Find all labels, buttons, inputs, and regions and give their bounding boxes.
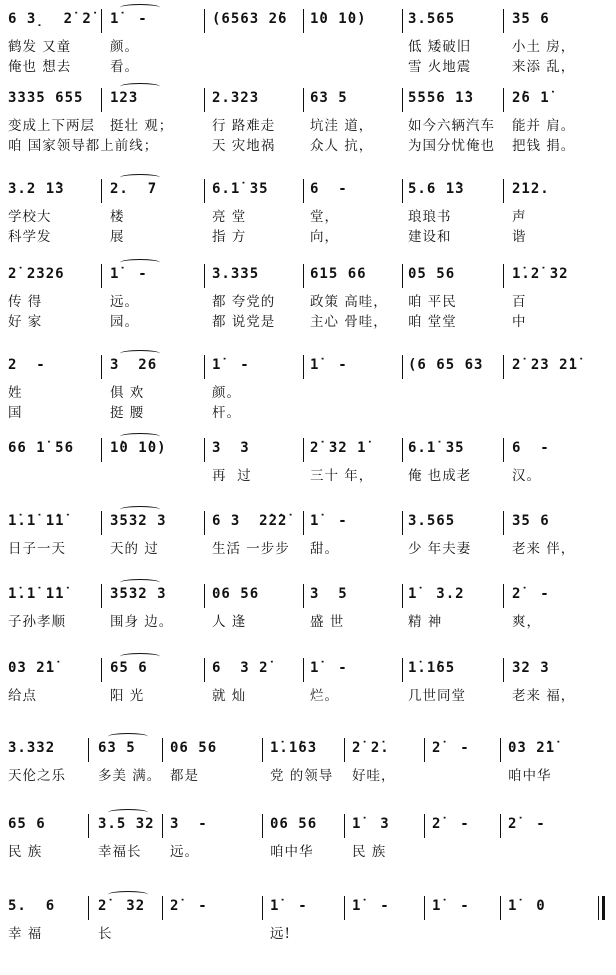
lyric-segment: 指 方 [212,229,247,245]
measure: 6 3 2̇ [212,660,269,676]
measure: 2̇ 2326 [8,266,65,282]
bar-line [344,738,345,762]
measure: 1̇ - [310,513,348,529]
measure: 3532 3 [110,586,167,602]
bar-line [402,9,403,33]
notation-row [0,895,616,917]
lyric-segment: 就 灿 [212,688,247,704]
lyric-segment: 长 [98,926,113,942]
bar-line [101,179,102,203]
lyric-segment: 挺壮 观； [110,118,174,134]
lyric-segment: 子孙孝顺 [8,614,66,630]
lyric-segment: 行 路难走 [212,118,276,134]
measure: 06 56 [212,586,260,602]
bar-line [101,264,102,288]
lyric-segment: 多美 满。 [98,768,162,784]
final-barline-thick [602,896,605,920]
measure: 2.323 [212,90,260,106]
lyric-segment: 楼 [110,209,125,225]
measure: 2̇ - [170,898,208,914]
lyric-segment: 围身 边。 [110,614,174,630]
measure: 6 3̣ 2̇ 2̇ [8,11,92,27]
lyric-segment: 好 家 [8,314,43,330]
lyric-segment: 甜。 [310,541,339,557]
measure: 65 6 [110,660,148,676]
lyric-line [0,923,616,945]
lyric-segment: 少 年夫妻 [408,541,472,557]
bar-line [500,738,501,762]
measure: 2̇ - [432,740,470,756]
lyric-line [0,841,616,863]
lyric-segment: 堂， [310,209,339,225]
bar-line [503,584,504,608]
lyric-segment: 姓 [8,385,23,401]
lyric-segment: 挺 腰 [110,405,145,421]
lyric-segment: 俱 欢 [110,385,145,401]
bar-line [101,355,102,379]
slur [120,579,160,586]
bar-line [503,264,504,288]
bar-line [402,179,403,203]
lyric-segment: 天 灾地祸 [212,138,276,154]
lyric-segment: 盛 世 [310,614,345,630]
bar-line [204,9,205,33]
measure: 2̇ - [432,816,470,832]
music-system [0,87,616,167]
measure: 6 - [512,440,550,456]
measure: 06 56 [170,740,218,756]
lyric-segment: 颜。 [212,385,241,401]
measure: 2̇ - [512,586,550,602]
music-system [0,437,616,517]
music-system [0,813,616,893]
lyric-segment: 建设和 [408,229,452,245]
bar-line [500,896,501,920]
measure: 35 6 [512,513,550,529]
bar-line [344,896,345,920]
measure: 1̇.2̇ 32 [512,266,569,282]
lyric-segment: 雪 火地震 [408,59,472,75]
lyric-segment: 杆。 [212,405,241,421]
lyric-line [0,226,616,248]
slur [120,433,160,440]
measure: 6 - [310,181,348,197]
lyric-segment: 中 [512,314,527,330]
lyric-segment: 变成上下两层 [8,118,95,134]
measure: 3 - [170,816,208,832]
bar-line [503,179,504,203]
lyric-segment: 俺 也成老 [408,468,472,484]
bar-line [402,658,403,682]
bar-line [101,658,102,682]
bar-line [303,355,304,379]
bar-line [503,511,504,535]
bar-line [303,658,304,682]
measure: 1̇ - [110,266,148,282]
slur [120,174,160,181]
measure: 35 6 [512,11,550,27]
lyric-segment: 远。 [110,294,139,310]
bar-line [101,88,102,112]
bar-line [424,896,425,920]
lyric-segment: 日子一天 [8,541,66,557]
measure: 1̇ 3.2 [408,586,465,602]
measure: 63 5 [98,740,136,756]
lyric-segment: 老来 福， [512,688,576,704]
lyric-segment: 都 夸党的 [212,294,276,310]
measure: 5. 6 [8,898,56,914]
bar-line [262,896,263,920]
measure: 3 3 [212,440,250,456]
slur [120,350,160,357]
lyric-segment: 幸福长 [98,844,142,860]
measure: 65 6 [8,816,46,832]
bar-line [262,814,263,838]
slur [120,506,160,513]
slur [120,653,160,660]
measure: 1̇ - [432,898,470,914]
slur [120,259,160,266]
bar-line [402,438,403,462]
lyric-segment: 来添 乱， [512,59,576,75]
notation-row [0,437,616,459]
measure: 03 2̇1̇ [508,740,556,756]
lyric-line [0,382,616,404]
measure: 3.5 32 [98,816,155,832]
lyric-segment: 主心 骨哇， [310,314,388,330]
lyric-segment: 再 过 [212,468,252,484]
notation-row [0,87,616,109]
music-system [0,583,616,663]
measure: 3.2 1̇3 [8,181,65,197]
measure: 1̇ - [310,660,348,676]
measure: 6.1̇ 35 [212,181,269,197]
lyric-line [0,765,616,787]
notation-row [0,263,616,285]
lyric-segment: 都是 [170,768,199,784]
slur [120,4,160,11]
lyric-segment: 老来 伴， [512,541,576,557]
bar-line [204,658,205,682]
bar-line [204,511,205,535]
notation-row [0,8,616,30]
lyric-segment: 咱 国家领导都上前线； [8,138,159,154]
bar-line [88,896,89,920]
notation-row [0,354,616,376]
bar-line [503,438,504,462]
measure: 63 5 [310,90,348,106]
lyric-line [0,115,616,137]
lyric-line [0,291,616,313]
bar-line [204,438,205,462]
lyric-segment: 琅琅书 [408,209,452,225]
lyric-segment: 天伦之乐 [8,768,66,784]
lyric-segment: 国 [8,405,23,421]
bar-line [402,511,403,535]
lyric-segment: 看。 [110,59,139,75]
music-system [0,737,616,817]
measure: 66 1̇ 56 [8,440,75,456]
measure: 1̇.1̇ 1̇1̇ [8,513,65,529]
measure: 32 3 [512,660,550,676]
lyric-segment: 天的 过 [110,541,159,557]
lyric-segment: 声 [512,209,527,225]
lyric-segment: 园。 [110,314,139,330]
lyric-segment: 咱中华 [508,768,552,784]
bar-line [402,264,403,288]
measure: 5556 1̇3 [408,90,475,106]
measure: 6 3 2̇2̇2̇ [212,513,288,529]
notation-row [0,737,616,759]
measure: 06 56 [270,816,318,832]
lyric-segment: 把钱 捐。 [512,138,576,154]
bar-line [162,814,163,838]
bar-line [424,738,425,762]
lyric-line [0,56,616,78]
notation-row [0,178,616,200]
bar-line [101,584,102,608]
bar-line [503,88,504,112]
bar-line [503,9,504,33]
lyric-segment: 民 族 [352,844,387,860]
measure: 5.6 1̇3 [408,181,465,197]
lyric-segment: 咱 堂堂 [408,314,457,330]
measure: 1̇.1̇63 [270,740,318,756]
lyric-segment: 坑洼 道， [310,118,374,134]
measure: 3 26 [110,357,158,373]
notation-row [0,813,616,835]
lyric-line [0,402,616,424]
lyric-segment: 俺也 想去 [8,59,72,75]
lyric-segment: 政策 高哇， [310,294,388,310]
measure: 2. 7 [110,181,158,197]
lyric-segment: 阳 光 [110,688,145,704]
lyric-segment: 众人 抗， [310,138,374,154]
bar-line [344,814,345,838]
bar-line [503,355,504,379]
bar-line [303,584,304,608]
lyric-segment: 小土 房， [512,39,576,55]
bar-line [402,355,403,379]
measure: 2 - [8,357,46,373]
lyric-line [0,538,616,560]
measure: 1̇.1̇65 [408,660,456,676]
lyric-segment: 学校大 [8,209,52,225]
lyric-segment: 都 说党是 [212,314,276,330]
bar-line [303,264,304,288]
lyric-segment: 咱 平民 [408,294,457,310]
measure: 3 5 [310,586,348,602]
measure: 1̇ 3 [352,816,390,832]
final-barline-thin [598,896,599,920]
notation-row [0,510,616,532]
lyric-segment: 亮 堂 [212,209,247,225]
lyric-segment: 如今六辆汽车 [408,118,495,134]
lyric-segment: 爽， [512,614,541,630]
bar-line [500,814,501,838]
slur [108,891,148,898]
measure: 1̇ 0 [508,898,546,914]
measure: 1̇0 1̇0) [310,11,367,27]
lyric-line [0,36,616,58]
lyric-segment: 汉。 [512,468,541,484]
measure: 3532 3 [110,513,167,529]
bar-line [204,264,205,288]
lyric-segment: 远。 [170,844,199,860]
lyric-segment: 能并 肩。 [512,118,576,134]
bar-line [204,355,205,379]
music-system [0,895,616,975]
measure: 1̇0 1̇0) [110,440,167,456]
measure: 2̇ 2̇. [352,740,390,756]
music-system [0,354,616,434]
slur [108,733,148,740]
lyric-segment: 低 矮破旧 [408,39,472,55]
notation-row [0,583,616,605]
lyric-line [0,206,616,228]
lyric-segment: 给点 [8,688,37,704]
lyric-line [0,465,616,487]
bar-line [204,179,205,203]
lyric-segment: 远! [270,926,291,942]
measure: 1̇ - [352,898,390,914]
lyric-line [0,135,616,157]
bar-line [101,511,102,535]
lyric-segment: 向， [310,229,339,245]
bar-line [303,88,304,112]
measure: (6563 2̇6 [212,11,288,27]
measure: 2̇ 32 1̇ [310,440,367,456]
bar-line [303,179,304,203]
measure: 03 2̇1̇ [8,660,56,676]
bar-line [204,88,205,112]
measure: 1̇.1̇ 1̇1̇ [8,586,65,602]
measure: 05 56 [408,266,456,282]
lyric-segment: 咱中华 [270,844,314,860]
measure: 1̇ - [212,357,250,373]
lyric-segment: 传 得 [8,294,43,310]
lyric-segment: 民 族 [8,844,43,860]
bar-line [402,88,403,112]
measure: 6.1̇ 35 [408,440,465,456]
bar-line [503,658,504,682]
bar-line [162,738,163,762]
lyric-segment: 为国分忧俺也 [408,138,495,154]
measure: 123 [110,90,139,106]
measure: 2̇ 23 2̇1̇ [512,357,579,373]
lyric-segment: 三十 年， [310,468,374,484]
bar-line [303,438,304,462]
lyric-segment: 幸 福 [8,926,43,942]
music-system [0,657,616,737]
bar-line [204,584,205,608]
measure: 3.565 [408,513,456,529]
measure: 2̇ - [508,816,546,832]
bar-line [88,738,89,762]
slur [108,809,148,816]
measure: 615 66 [310,266,367,282]
lyric-line [0,311,616,333]
music-system [0,178,616,258]
bar-line [303,9,304,33]
lyric-segment: 人 逢 [212,614,247,630]
measure: 1̇ - [110,11,148,27]
measure: 212. [512,181,550,197]
notation-row [0,657,616,679]
measure: 1̇ - [270,898,308,914]
bar-line [402,584,403,608]
lyric-segment: 百 [512,294,527,310]
music-system [0,8,616,88]
measure: 3.565 [408,11,456,27]
measure: 3335 655 [8,90,84,106]
lyric-line [0,611,616,633]
lyric-line [0,685,616,707]
measure: 1̇ - [310,357,348,373]
bar-line [424,814,425,838]
lyric-segment: 党 的领导 [270,768,334,784]
measure: 2̇ 32 [98,898,146,914]
measure: 3.335 [212,266,260,282]
music-system [0,263,616,343]
lyric-segment: 科学发 [8,229,52,245]
slur [120,83,160,90]
lyric-segment: 鹤发 又童 [8,39,72,55]
lyric-segment: 精 神 [408,614,443,630]
lyric-segment: 生活 一步步 [212,541,290,557]
bar-line [101,9,102,33]
lyric-segment: 展 [110,229,125,245]
measure: 3.332 [8,740,56,756]
bar-line [303,511,304,535]
lyric-segment: 谐 [512,229,527,245]
lyric-segment: 颜。 [110,39,139,55]
bar-line [162,896,163,920]
lyric-segment: 烂。 [310,688,339,704]
measure: (6 65 63 [408,357,484,373]
bar-line [101,438,102,462]
lyric-segment: 好哇， [352,768,396,784]
bar-line [88,814,89,838]
measure: 2̇6 1̇ [512,90,550,106]
bar-line [262,738,263,762]
lyric-segment: 几世同堂 [408,688,466,704]
music-system [0,510,616,590]
